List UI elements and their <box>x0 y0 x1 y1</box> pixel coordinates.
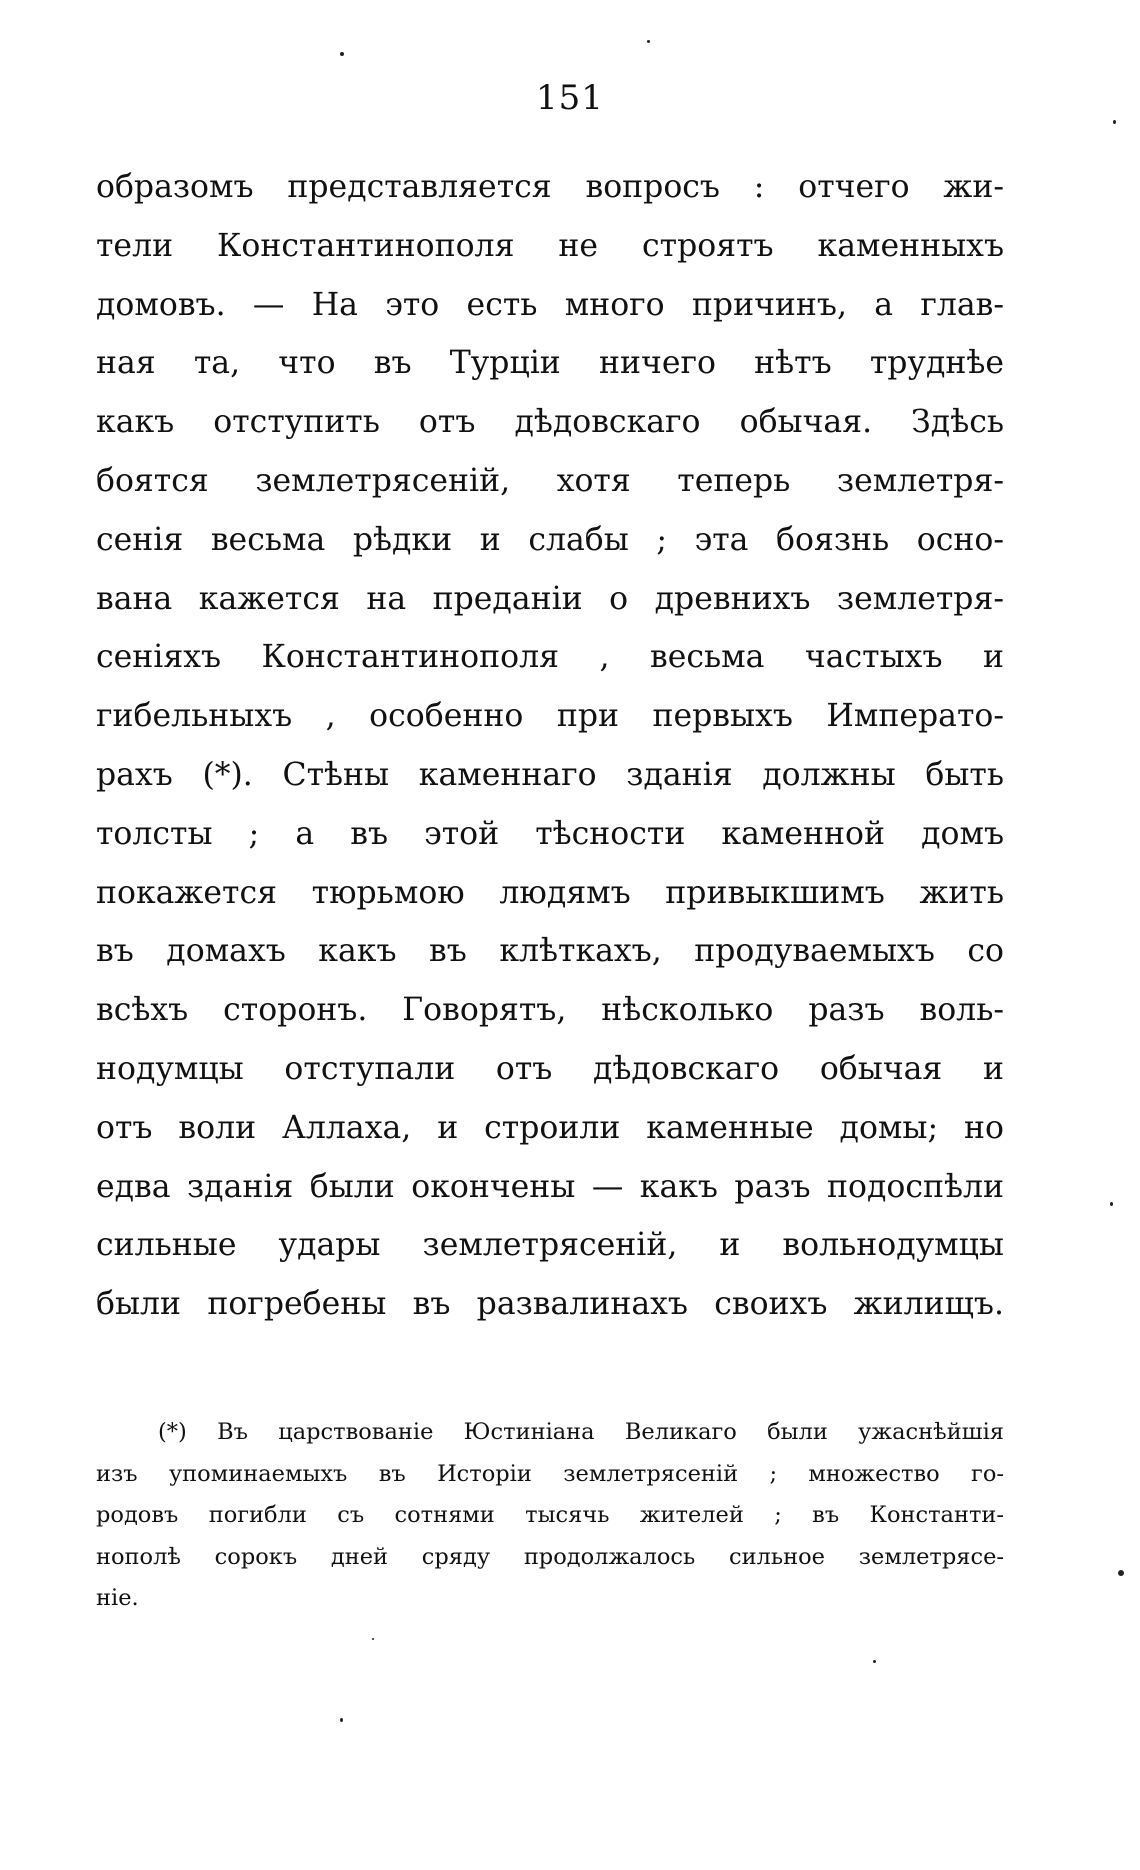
page-number: 151 <box>536 78 604 118</box>
body-line: въ домахъ какъ въ клѣткахъ, продуваемыхъ со <box>96 933 1004 970</box>
footnote-line: родовъ погибли съ сотнями тысячь жителей ; въ Константи- <box>96 1502 1004 1528</box>
scan-speck <box>340 52 344 56</box>
body-line: домовъ. — На это есть много причинъ, а глав- <box>96 286 1004 323</box>
scan-speck <box>1110 1202 1113 1206</box>
body-line: сеніяхъ Константинополя , весьма частыхъ и <box>96 639 1004 676</box>
scan-speck <box>1113 120 1116 124</box>
scan-speck <box>873 1660 876 1663</box>
body-line: отъ воли Аллаха, и строили каменные домы; но <box>96 1109 1004 1146</box>
body-line: какъ отступить отъ дѣдовскаго обычая. Здѣсь <box>96 404 1004 441</box>
body-line: сильные удары землетрясеній, и вольнодумцы <box>96 1227 1004 1264</box>
footnote-line: изъ упоминаемыхъ въ Исторіи землетрясеній ; множество го- <box>96 1460 1004 1487</box>
body-line: были погребены въ развалинахъ своихъ жилищъ. <box>96 1286 1004 1323</box>
body-line: нодумцы отступали отъ дѣдовскаго обычая и <box>96 1050 1004 1087</box>
footnote-line: нополѣ сорокъ дней сряду продолжалось сильное землетрясе- <box>96 1543 1004 1570</box>
body-line: едва зданія были окончены — какъ разъ подоспѣли <box>96 1168 1004 1205</box>
body-text <box>96 158 1004 1334</box>
scan-speck <box>340 1718 343 1722</box>
footnote-line: (*) Въ царствованіе Юстиніана Великаго были ужаснѣйшія <box>158 1419 1004 1445</box>
body-line: сенія весьма рѣдки и слабы ; эта боязнь осно- <box>96 521 1004 558</box>
body-line: рахъ (*). Стѣны каменнаго зданія должны быть <box>96 756 1004 793</box>
body-line: боятся землетрясеній, хотя теперь землетря- <box>96 462 1004 499</box>
body-line: тели Константинополя не строятъ каменныхъ <box>96 227 1004 264</box>
body-line: гибельныхъ , особенно при первыхъ Императо- <box>96 698 1004 735</box>
footnote <box>96 1412 1004 1620</box>
body-line: образомъ представляется вопросъ : отчего жи- <box>96 169 1004 205</box>
body-line: толсты ; а въ этой тѣсности каменной домъ <box>96 815 1004 852</box>
footnote-line: ніе. <box>96 1585 139 1611</box>
scan-speck <box>647 40 650 43</box>
scan-speck <box>1118 1570 1124 1576</box>
body-line: ная та, что въ Турціи ничего нѣтъ труднѣе <box>96 345 1004 382</box>
scan-speck <box>372 1638 374 1640</box>
body-line: всѣхъ сторонъ. Говорятъ, нѣсколько разъ воль- <box>96 992 1004 1029</box>
body-line: покажется тюрьмою людямъ привыкшимъ жить <box>96 874 1004 911</box>
body-line: вана кажется на преданіи о древнихъ землетря- <box>96 580 1004 617</box>
